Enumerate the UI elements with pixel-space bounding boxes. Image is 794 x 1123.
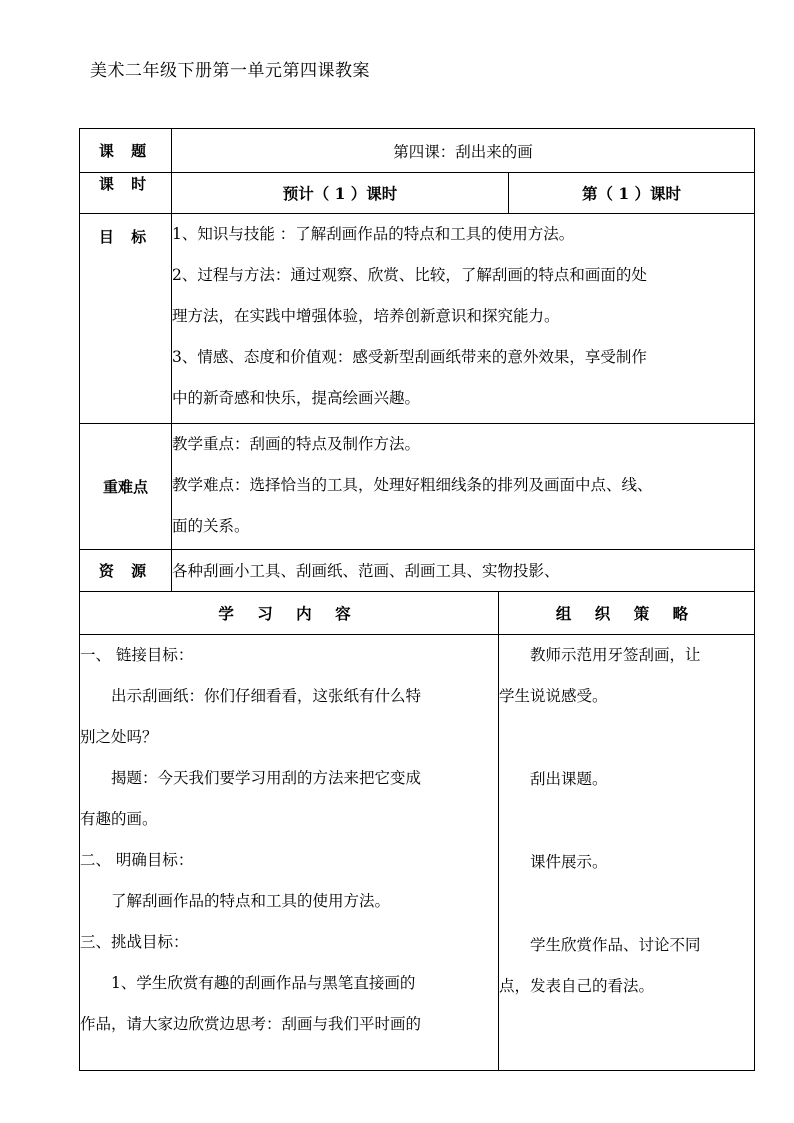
goal-line: 中的新奇感和快乐，提高绘画兴趣。 bbox=[172, 389, 421, 407]
content-line: 作品，请大家边欣赏边思考：刮画与我们平时画的 bbox=[80, 1015, 422, 1033]
content-line: 三、挑战目标： bbox=[80, 933, 189, 951]
strategy-line: 学生欣赏作品、讨论不同 bbox=[530, 936, 701, 954]
document-title: 美术二年级下册第一单元第四课教案 bbox=[90, 61, 370, 81]
lesson-plan-table bbox=[79, 128, 755, 1071]
key-points-label: 重难点 bbox=[80, 424, 172, 550]
content-header-left: 学 习 内 容 bbox=[80, 592, 499, 635]
hours-planned: 预计（ 1 ）课时 bbox=[172, 173, 509, 214]
resources-label: 资 源 bbox=[80, 550, 172, 592]
key-point-line: 教学重点：刮画的特点及制作方法。 bbox=[172, 435, 421, 453]
goals-label: 目 标 bbox=[80, 214, 172, 424]
content-line: 二、 明确目标： bbox=[80, 851, 194, 869]
strategy-line: 点，发表自己的看法。 bbox=[499, 977, 655, 995]
learning-content bbox=[80, 635, 499, 1071]
strategy-line: 教师示范用牙签刮画，让 bbox=[530, 646, 701, 664]
content-line: 了解刮画作品的特点和工具的使用方法。 bbox=[111, 892, 391, 910]
strategy-line: 学生说说感受。 bbox=[499, 687, 608, 705]
topic-label: 课 题 bbox=[80, 129, 172, 173]
content-line: 有趣的画。 bbox=[80, 810, 158, 828]
key-point-line: 教学难点：选择恰当的工具，处理好粗细线条的排列及画面中点、线、 bbox=[172, 476, 653, 494]
content-line: 出示刮画纸：你们仔细看看，这张纸有什么特 bbox=[111, 687, 422, 705]
content-line: 别之处吗？ bbox=[80, 728, 158, 746]
goals-content bbox=[172, 214, 755, 424]
strategy-line: 课件展示。 bbox=[530, 853, 608, 871]
hours-current: 第（ 1 ）课时 bbox=[509, 173, 755, 214]
hours-label: 课 时 bbox=[80, 173, 172, 214]
topic-value: 第四课：刮出来的画 bbox=[172, 129, 755, 173]
key-points-content bbox=[172, 424, 755, 550]
goal-line: 1、知识与技能 ：了解刮画作品的特点和工具的使用方法。 bbox=[172, 225, 575, 243]
content-line: 揭题：今天我们要学习用刮的方法来把它变成 bbox=[111, 769, 422, 787]
goal-line: 理方法，在实践中增强体验，培养创新意识和探究能力。 bbox=[172, 307, 560, 325]
organization-strategy bbox=[499, 635, 755, 1071]
goal-line: 3、情感、态度和价值观：感受新型刮画纸带来的意外效果，享受制作 bbox=[172, 348, 647, 366]
content-header-right: 组 织 策 略 bbox=[499, 592, 755, 635]
content-line: 一、 链接目标： bbox=[80, 646, 194, 664]
resources-value: 各种刮画小工具、刮画纸、范画、刮画工具、实物投影、 bbox=[172, 550, 755, 592]
strategy-line: 刮出课题。 bbox=[530, 770, 608, 788]
key-point-line: 面的关系。 bbox=[172, 517, 250, 535]
content-line: 1、学生欣赏有趣的刮画作品与黑笔直接画的 bbox=[111, 974, 416, 992]
goal-line: 2、过程与方法：通过观察、欣赏、比较，了解刮画的特点和画面的处 bbox=[172, 266, 647, 284]
